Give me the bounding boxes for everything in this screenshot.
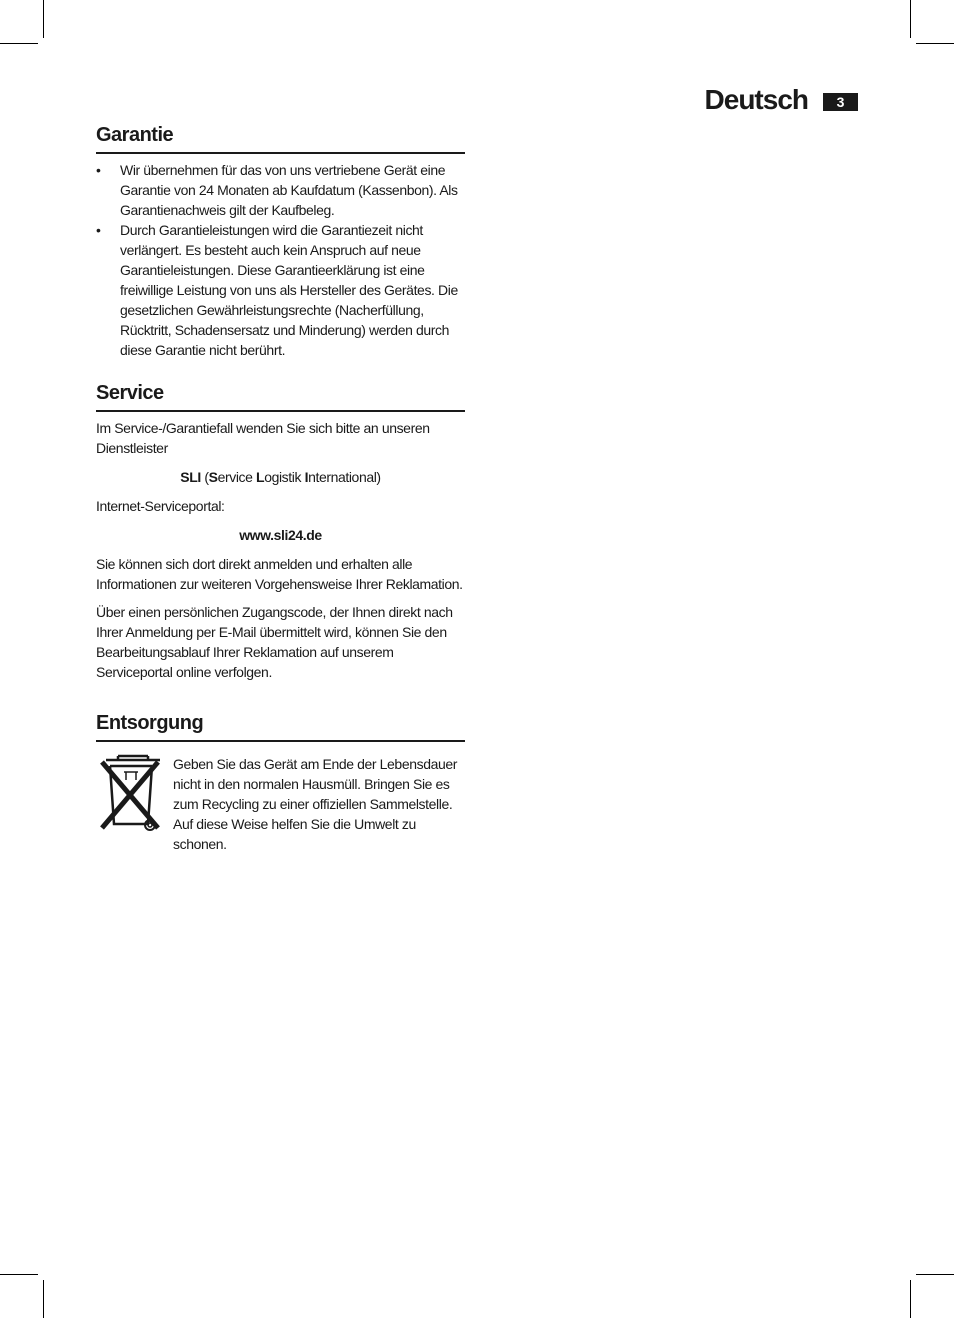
list-item-text: Durch Garantieleistungen wird die Garantiezeit nicht verlängert. Es besteht auch kein Anspruch auf neue Garantieleistungen. Diese Garantieerklärung ist eine freiwillige Leistung von uns als Hersteller des Gerätes. Die gesetzlichen Gewährleistungsrechte (Nacherfüllung, Rücktritt, Schadensersatz und Minderung) werden durch diese Garantie nicht berührt.	[120, 222, 458, 358]
crop-mark	[43, 1280, 44, 1318]
section-title-garantie: Garantie	[96, 124, 465, 154]
crop-mark	[916, 1274, 954, 1275]
portal-url-link[interactable]: www.sli24.de	[239, 527, 322, 543]
sli-name	[96, 467, 465, 487]
garantie-section	[96, 124, 465, 360]
sli-logistik: ogistik	[264, 469, 305, 485]
bullet-symbol: •	[96, 222, 101, 238]
list-item-text: Wir übernehmen für das von uns vertriebene Gerät eine Garantie von 24 Monaten ab Kaufdatum (Kassenbon). Als Garantienachweis gilt der Kaufbeleg.	[120, 162, 458, 218]
crop-mark	[0, 43, 38, 44]
sli-service: ervice	[217, 469, 257, 485]
page-number-badge: 3	[823, 93, 858, 111]
list-item	[96, 220, 465, 360]
crossed-out-wheelie-bin-icon	[98, 754, 168, 834]
sli-abbr: SLI	[180, 469, 201, 485]
service-section	[96, 382, 465, 682]
crop-mark	[916, 43, 954, 44]
crop-mark	[910, 1280, 911, 1318]
section-title-service: Service	[96, 382, 465, 412]
sli-letter-i: I	[304, 469, 309, 485]
service-paragraph: Über einen persönlichen Zugangscode, der Ihnen direkt nach Ihrer Anmeldung per E-Mail übermittelt wird, können Sie den Bearbeitungsablauf Ihrer Reklamation auf unserem Serviceportal online verfolgen.	[96, 604, 453, 680]
service-intro: Im Service-/Garantiefall wenden Sie sich bitte an unseren Dienstleister	[96, 420, 430, 456]
section-title-entsorgung: Entsorgung	[96, 712, 465, 742]
crop-mark	[0, 1274, 38, 1275]
bullet-symbol: •	[96, 162, 101, 178]
language-heading: Deutsch	[704, 84, 808, 115]
garantie-list	[96, 160, 465, 360]
sli-letter-s: S	[208, 469, 218, 485]
sli-open: (	[200, 469, 209, 485]
crop-mark	[910, 0, 911, 38]
entsorgung-text: Geben Sie das Gerät am Ende der Lebensdauer nicht in den normalen Hausmüll. Bringen Sie es zum Recycling zu einer offiziellen Sammelstelle. Auf diese Weise helfen Sie die Umwelt zu schonen.	[173, 756, 457, 852]
entsorgung-section	[96, 712, 465, 854]
sli-letter-l: L	[256, 469, 265, 485]
portal-label: Internet-Serviceportal:	[96, 498, 225, 514]
service-paragraph: Sie können sich dort direkt anmelden und erhalten alle Informationen zur weiteren Vorgehensweise Ihrer Reklamation.	[96, 556, 463, 592]
list-item	[96, 160, 465, 220]
sli-international: nternational)	[308, 469, 381, 485]
crop-mark	[43, 0, 44, 38]
